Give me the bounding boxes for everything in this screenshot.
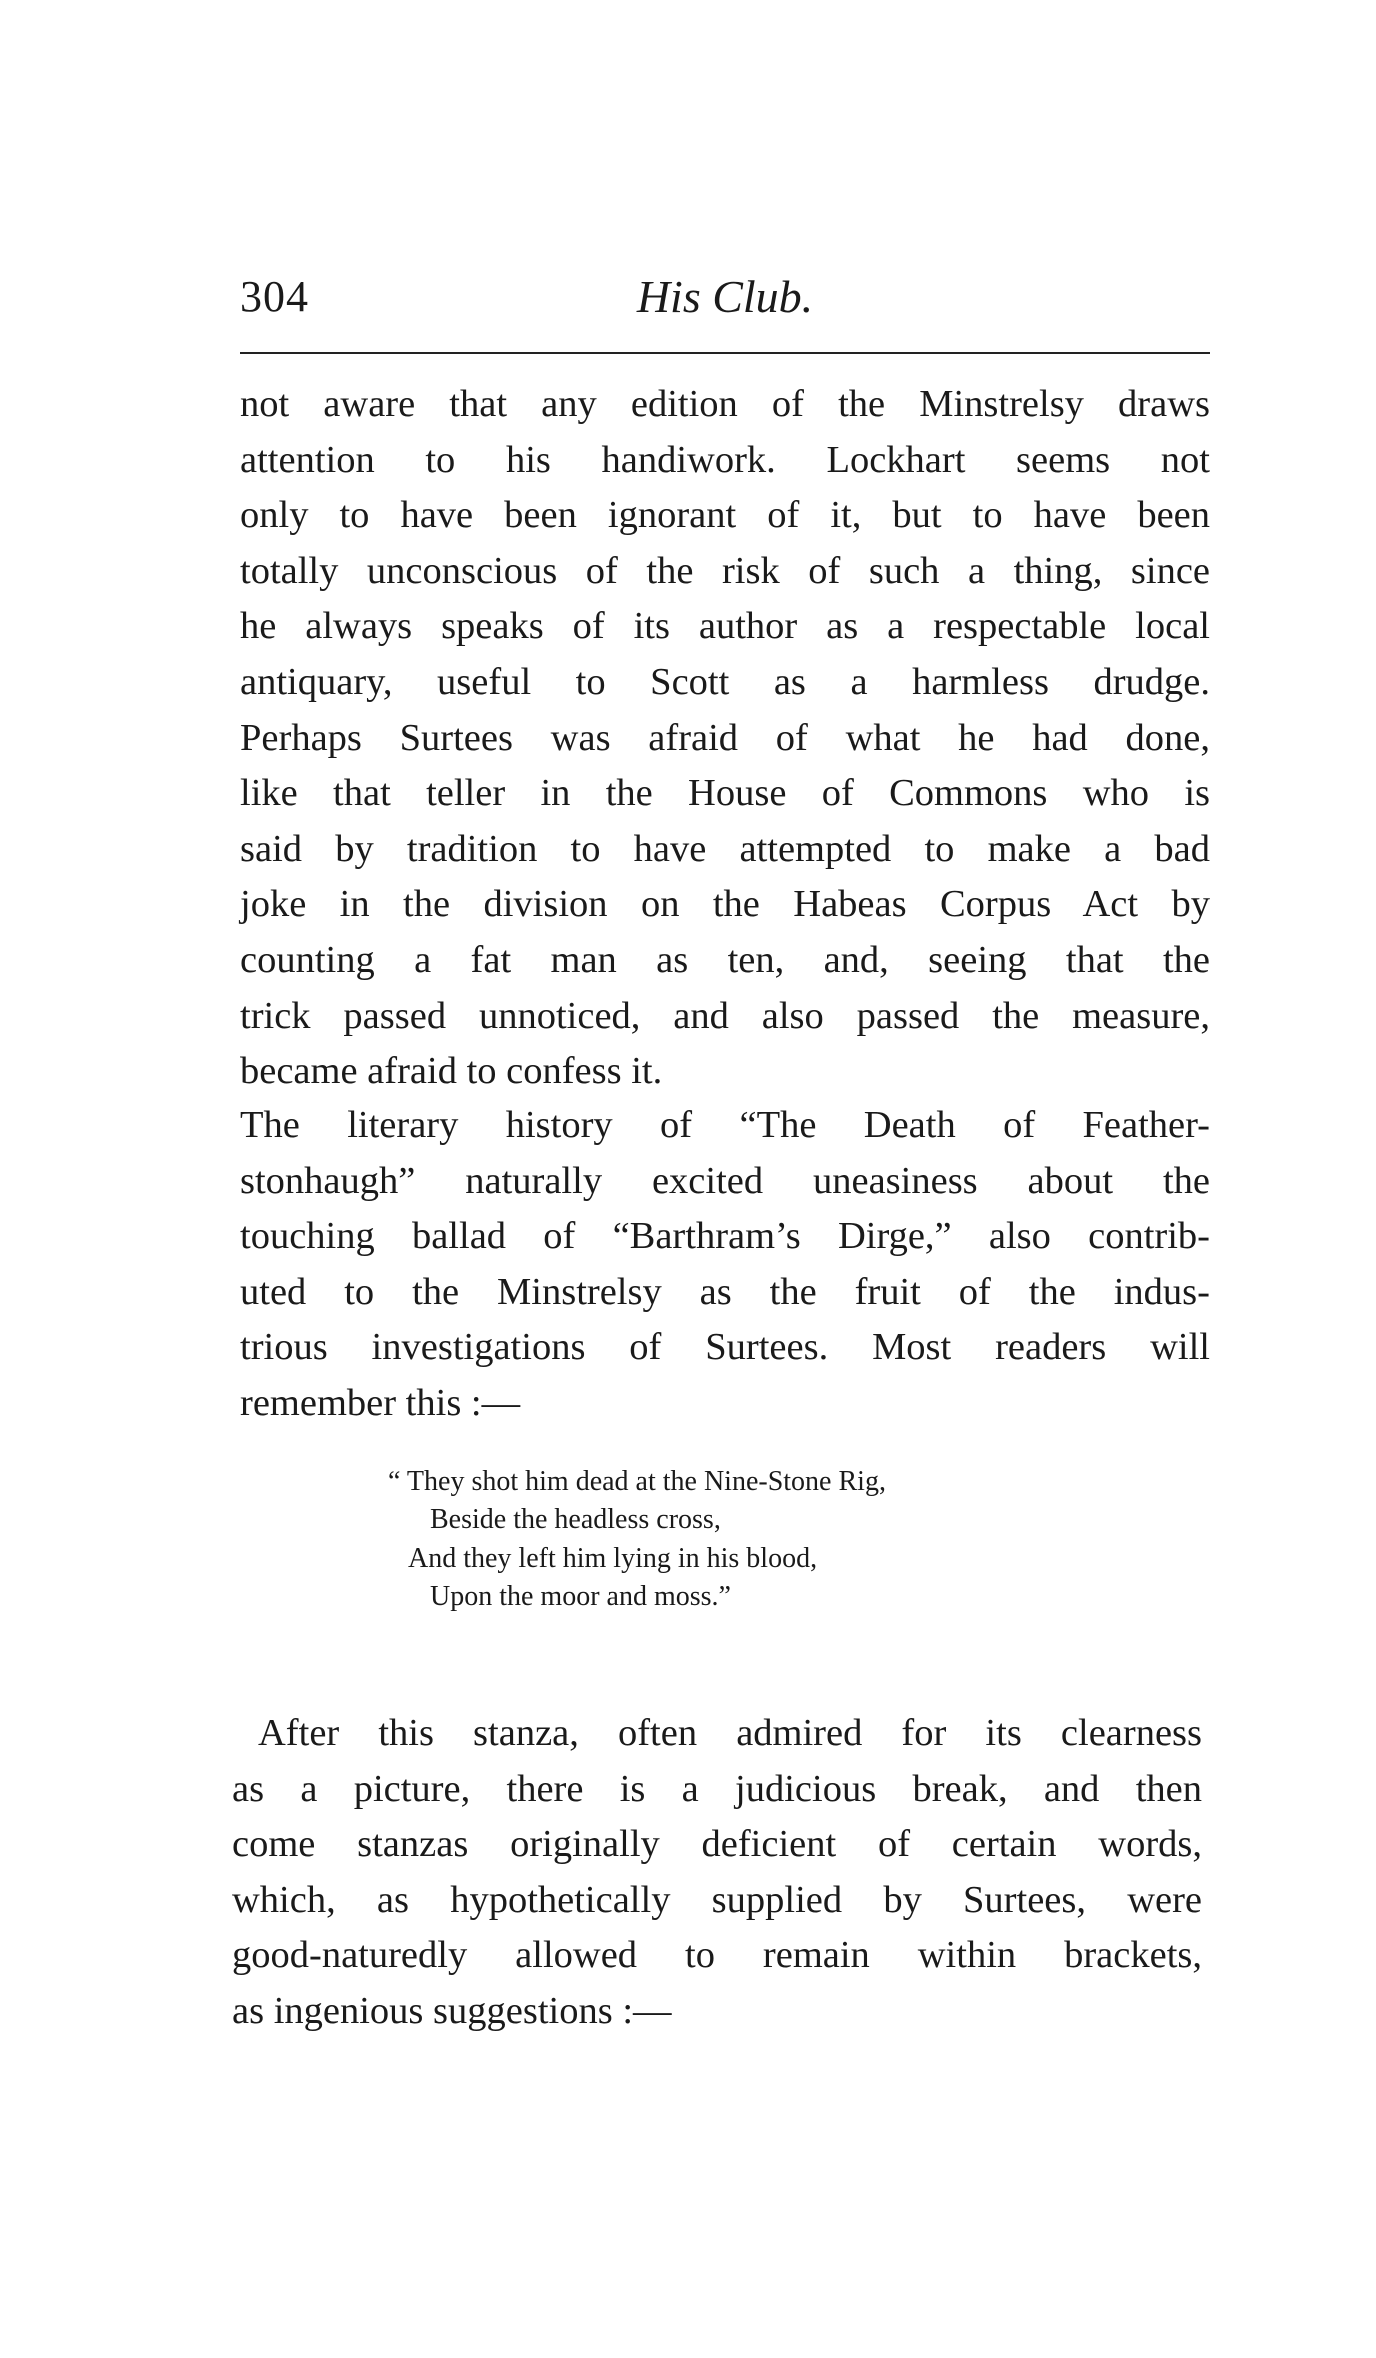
text-line: uted to the Minstrelsy as the fruit of the indus- xyxy=(240,1270,1210,1313)
text-line: touching ballad of “Barthram’s Dirge,” also contrib- xyxy=(240,1215,1210,1258)
text-line: totally unconscious of the risk of such a thing, since xyxy=(240,549,1210,592)
verse-line: “ They shot him dead at the Nine-Stone Rig, xyxy=(388,1466,886,1497)
text-line: The literary history of “The Death of Feather- xyxy=(240,1104,1210,1146)
running-title: His Club. xyxy=(636,271,814,322)
text-line: After this stanza, often admired for its clearness xyxy=(258,1712,1202,1754)
text-line: as ingenious suggestions :— xyxy=(232,1989,672,2032)
text-line: come stanzas originally deficient of certain words, xyxy=(232,1823,1202,1866)
verse-line: Upon the moor and moss.” xyxy=(430,1580,731,1612)
text-line: attention to his handiwork. Lockhart seems not xyxy=(240,438,1210,481)
text-line: only to have been ignorant of it, but to have been xyxy=(240,494,1210,537)
paragraph-3 xyxy=(232,1706,1202,2040)
header-rule xyxy=(240,352,1210,354)
text-line: counting a fat man as ten, and, seeing that the xyxy=(240,938,1210,981)
page-header xyxy=(240,262,1210,332)
text-line: said by tradition to have attempted to make a bad xyxy=(240,827,1210,870)
text-line: not aware that any edition of the Minstrelsy draws xyxy=(240,383,1210,425)
text-line: as a picture, there is a judicious break, and then xyxy=(232,1767,1202,1810)
ballad-stanza xyxy=(388,1463,1088,1616)
text-line: joke in the division on the Habeas Corpus Act by xyxy=(240,883,1210,926)
text-line: antiquary, useful to Scott as a harmless drudge. xyxy=(240,660,1210,703)
text-line: Perhaps Surtees was afraid of what he had done, xyxy=(240,716,1210,759)
text-line: which, as hypothetically supplied by Surtees, were xyxy=(232,1878,1202,1921)
page-number: 304 xyxy=(240,272,309,321)
text-line: he always speaks of its author as a respectable local xyxy=(240,605,1210,648)
text-line: trick passed unnoticed, and also passed the measure, xyxy=(240,994,1210,1037)
text-line: remember this :— xyxy=(240,1381,521,1424)
paragraph-2 xyxy=(240,1098,1210,1432)
text-line: good-naturedly allowed to remain within brackets, xyxy=(232,1934,1202,1977)
verse-line: Beside the headless cross, xyxy=(430,1504,721,1536)
paragraph-1 xyxy=(240,377,1210,1100)
text-line: stonhaugh” naturally excited uneasiness about the xyxy=(240,1159,1210,1202)
text-line: became afraid to confess it. xyxy=(240,1050,663,1093)
text-line: like that teller in the House of Commons who is xyxy=(240,772,1210,815)
text-line: trious investigations of Surtees. Most readers will xyxy=(240,1326,1210,1369)
verse-line: And they left him lying in his blood, xyxy=(408,1542,818,1574)
